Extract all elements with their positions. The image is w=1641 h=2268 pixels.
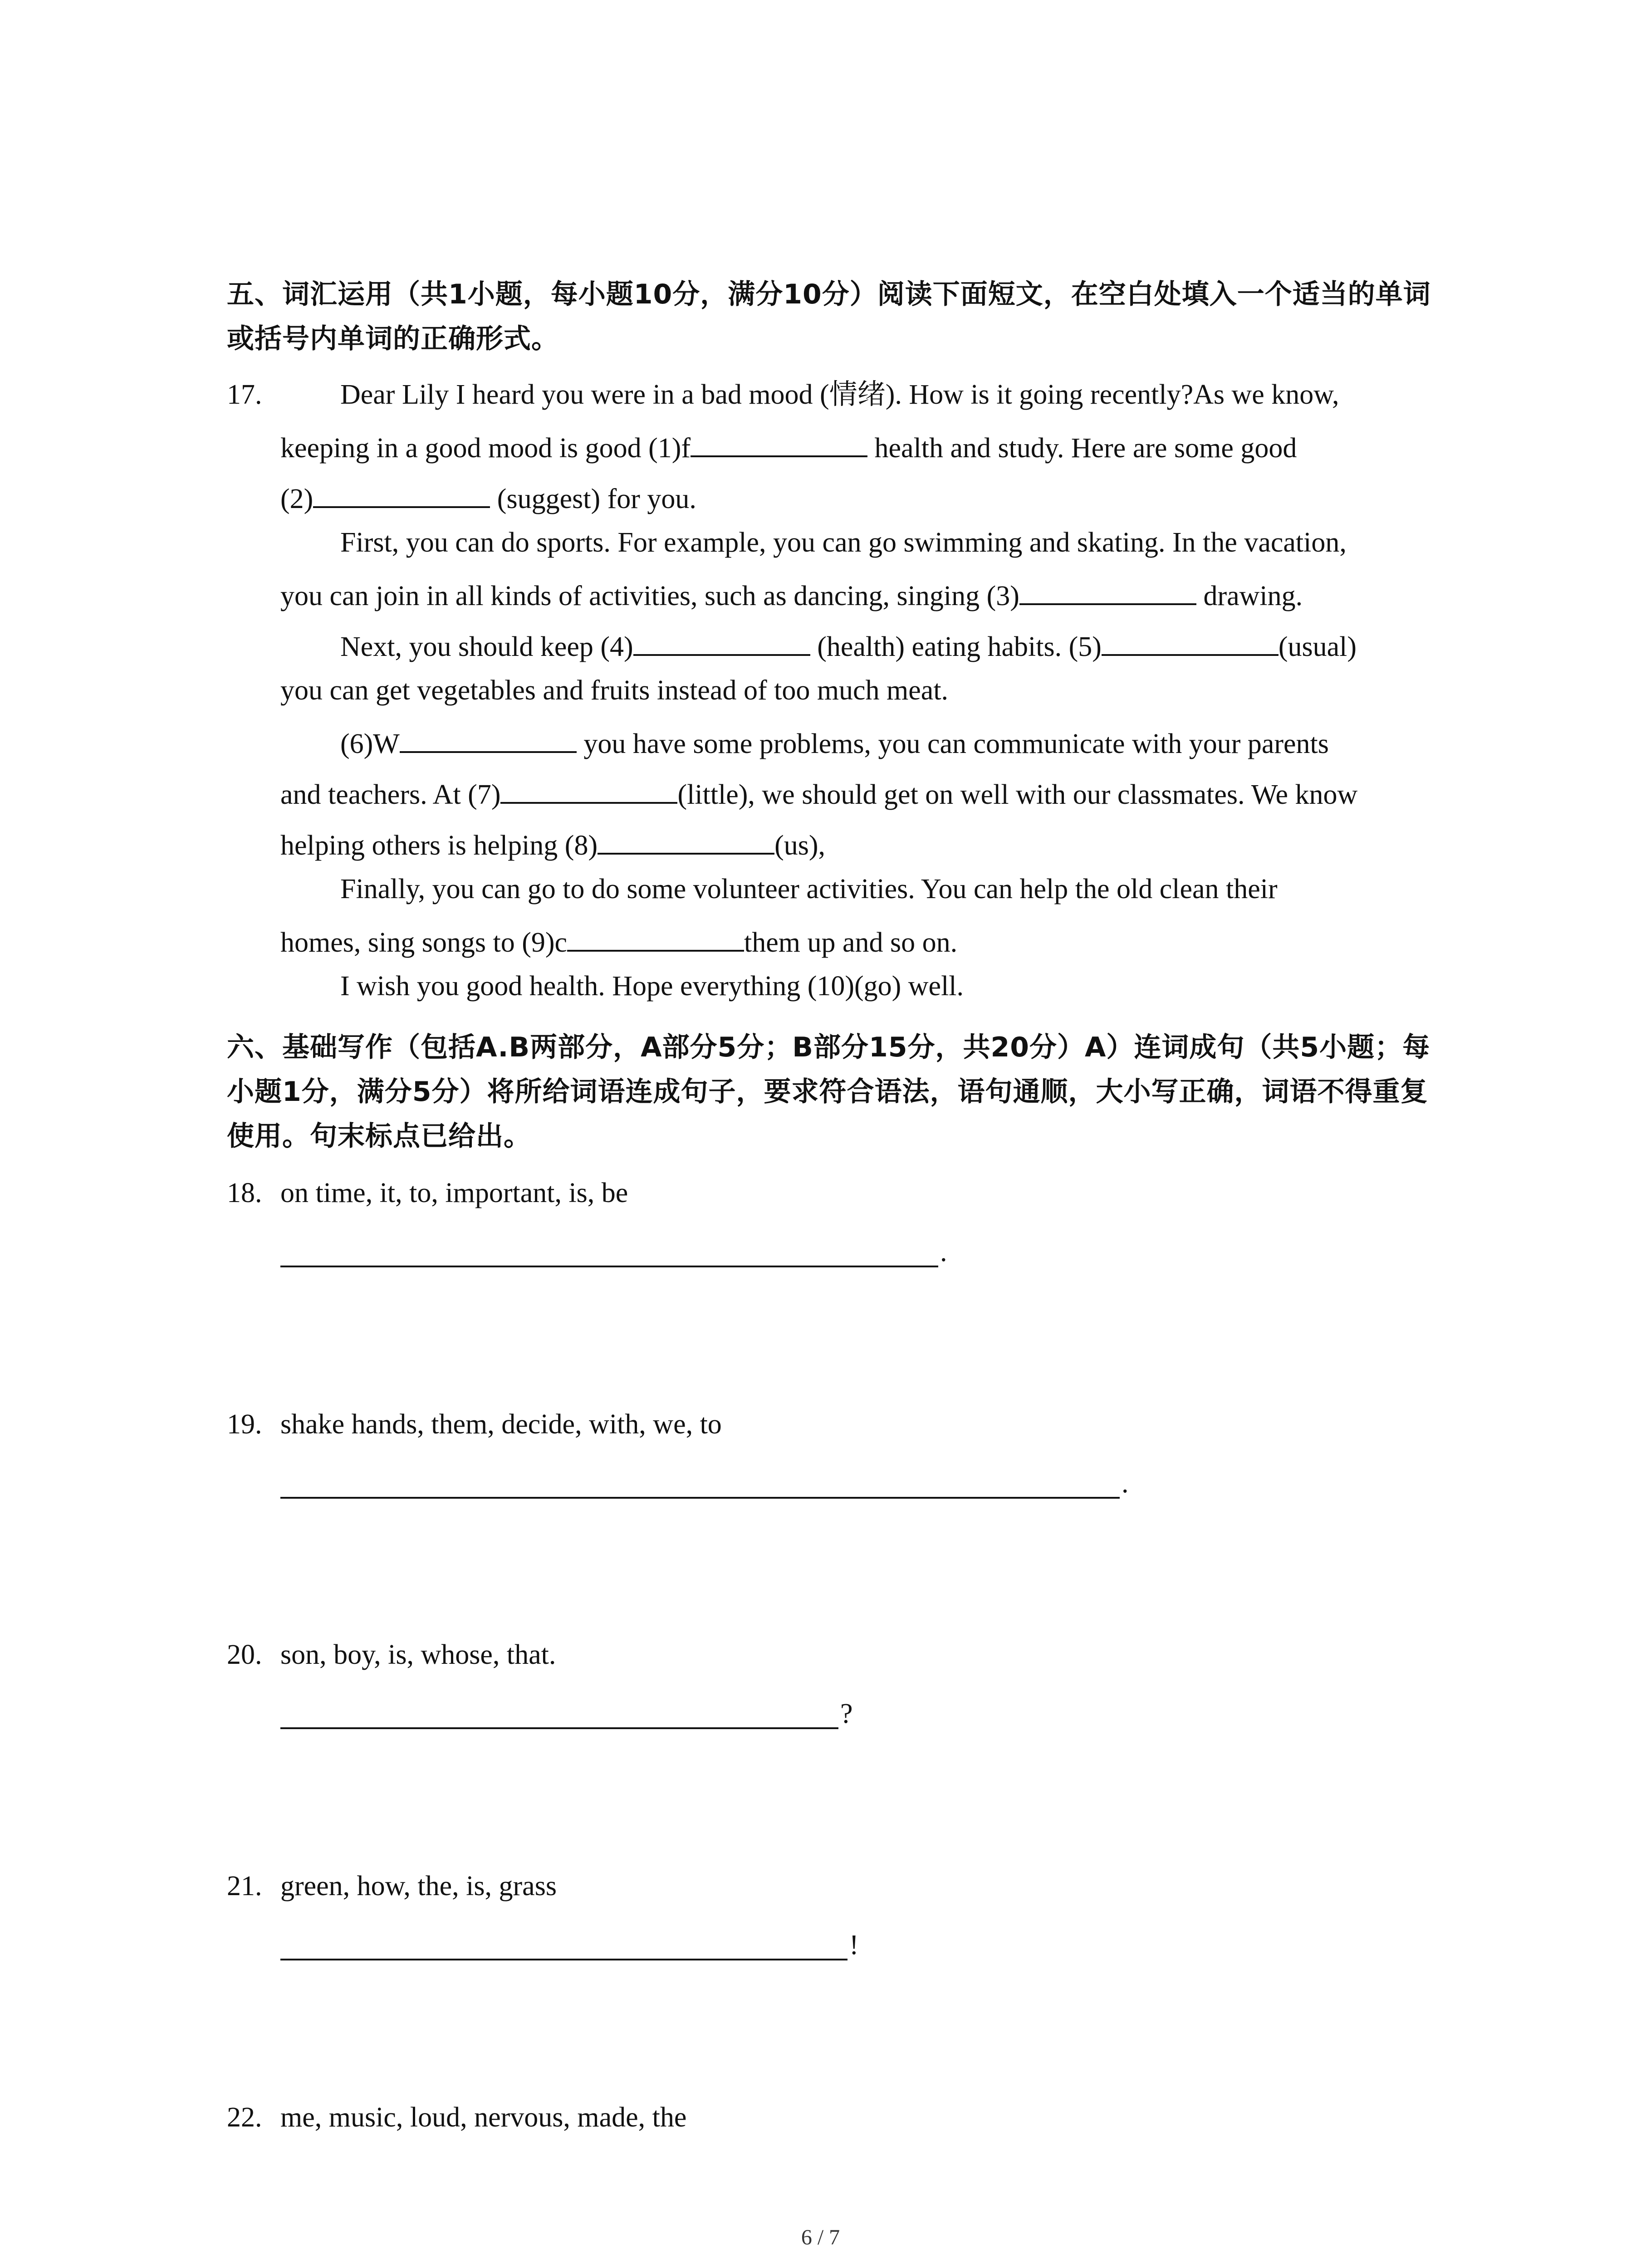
answer-line[interactable]	[280, 1959, 847, 1960]
question-number: 18.	[227, 1178, 262, 1208]
blank-5[interactable]	[1102, 626, 1279, 656]
passage-line: keeping in a good mood is good (1)f health and study. Here are some good	[280, 427, 1297, 466]
blank-1[interactable]	[691, 427, 867, 457]
end-punctuation: .	[1122, 1468, 1129, 1499]
passage-line: you can join in all kinds of activities, such as dancing, singing (3) drawing.	[280, 575, 1303, 614]
answer-line[interactable]	[280, 1497, 1120, 1499]
blank-3[interactable]	[1019, 575, 1196, 605]
question-number: 17.	[227, 379, 262, 410]
passage-line: Finally, you can go to do some volunteer activities. You can help the old clean their	[340, 874, 1278, 904]
blank-8[interactable]	[598, 825, 774, 855]
word-list: me, music, loud, nervous, made, the	[280, 2102, 687, 2133]
blank-4[interactable]	[633, 626, 810, 656]
passage-line: you can get vegetables and fruits instead of too much meat.	[280, 675, 949, 706]
passage-line: (6)W you have some problems, you can communicate with your parents	[340, 723, 1329, 762]
word-list: shake hands, them, decide, with, we, to	[280, 1409, 722, 1440]
blank-7[interactable]	[500, 774, 677, 804]
question-number: 21.	[227, 1871, 262, 1901]
section-5-heading: 五、词汇运用（共1小题，每小题10分，满分10分）阅读下面短文，在空白处填入一个适当的单词或括号内单词的正确形式。	[227, 279, 1431, 355]
question-number: 22.	[227, 2102, 262, 2133]
end-punctuation: !	[849, 1930, 859, 1960]
passage-line: and teachers. At (7) (little), we should get on well with our classmates. We know	[280, 774, 1357, 813]
end-punctuation: .	[940, 1237, 947, 1267]
passage-line: I wish you good health. Hope everything (10)(go) well.	[340, 971, 964, 1002]
blank-9[interactable]	[567, 922, 744, 952]
passage-line: First, you can do sports. For example, you can go swimming and skating. In the vacation,	[340, 527, 1347, 558]
answer-line[interactable]	[280, 1266, 938, 1267]
question-number: 19.	[227, 1409, 262, 1440]
passage-line: homes, sing songs to (9)c them up and so on.	[280, 922, 957, 961]
question-number: 20.	[227, 1639, 262, 1670]
word-list: son, boy, is, whose, that.	[280, 1639, 556, 1670]
page-number: 6 / 7	[801, 2225, 840, 2249]
answer-line[interactable]	[280, 1727, 838, 1729]
section-6-heading: 六、基础写作（包括A.B两部分，A部分5分；B部分15分，共20分）A）连词成句（共5小题；每小题1分，满分5分）将所给词语连成句子，要求符合语法，语句通顺，大小写正确，词语不得重复使用。句末标点已给出。	[227, 1031, 1430, 1152]
word-list: on time, it, to, important, is, be	[280, 1178, 628, 1208]
end-punctuation: ?	[840, 1698, 853, 1729]
passage-line: (2) (suggest) for you.	[280, 478, 696, 517]
blank-2[interactable]	[313, 478, 490, 508]
passage-line: Next, you should keep (4) (health) eating habits. (5) (usual)	[340, 626, 1357, 665]
blank-6[interactable]	[400, 723, 577, 753]
passage-line: helping others is helping (8) (us),	[280, 825, 825, 864]
passage-line: Dear Lily I heard you were in a bad mood (情绪). How is it going recently?As we know,	[340, 379, 1339, 410]
word-list: green, how, the, is, grass	[280, 1871, 557, 1901]
